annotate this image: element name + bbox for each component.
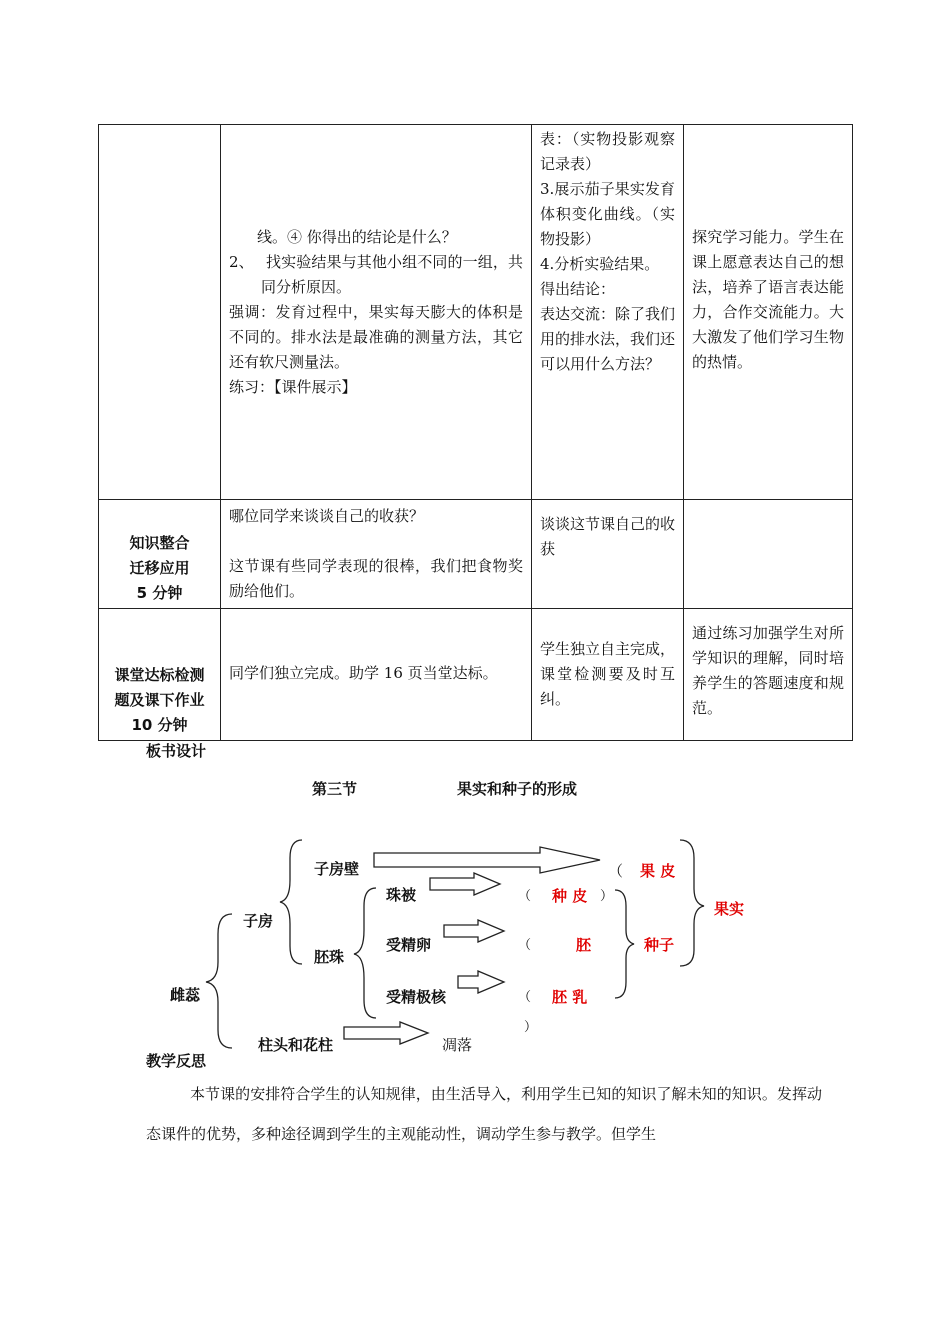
ovule-brace [354, 888, 376, 1018]
seed-coat-label: 种 皮 [552, 887, 588, 905]
integument-label: 珠被 [386, 886, 417, 904]
teacher-practice: 练习：【课件展示】 [229, 378, 357, 396]
endosperm-label: 胚 乳 [552, 988, 588, 1006]
pistil-label: 雌蕊 [170, 986, 201, 1004]
wither-label: 凋落 [442, 1036, 473, 1054]
board-section: 第三节 [312, 780, 358, 798]
embryo-label: 胚 [576, 936, 592, 954]
board-heading: 板书设计 [146, 742, 207, 760]
pericarp-label: 果 皮 [640, 862, 676, 880]
fruit-brace [680, 840, 704, 966]
teacher-emphasis: 强调：发育过程中，果实每天膨大的体积是不同的。排水法是最准确的测量方法，其它还有软尺测量法。 [229, 303, 523, 371]
fertilized-egg-label: 受精卵 [386, 936, 432, 954]
student-text: 表：（实物投影观察记录表） [540, 130, 675, 173]
arrow-icon [430, 873, 500, 895]
fruit-label: 果实 [714, 900, 745, 918]
ovule-label: 胚珠 [314, 948, 345, 966]
arrow-icon [444, 920, 504, 942]
teacher-activity-cell: 哪位同学来谈谈自己的收获？ 这节课有些同学表现的很棒，我们把食物奖励给他们。 [221, 500, 532, 609]
reflection-paragraph: 本节课的安排符合学生的认知规律，由生活导入，利用学生已知的知识了解未知的知识。发挥动态课件的优势，多种途径调到学生的主观能动性，调动学生参与教学。但学生 [146, 1085, 822, 1143]
paren-close: ） [524, 1020, 538, 1035]
student-activity-cell: 谈谈这节课自己的收获 [532, 500, 684, 609]
reflection-heading: 教学反思 [146, 1052, 207, 1070]
ovary-label: 子房 [243, 912, 274, 930]
teacher-line: 线。④ 你得出的结论是什么？ [257, 228, 457, 246]
teacher-activity-cell: 同学们独立完成。助学 16 页当堂达标。 [221, 609, 532, 741]
paren-open: （ [518, 889, 532, 904]
student-activity-cell: 学生独立自主完成，课堂检测要及时互纠。 [532, 609, 684, 741]
student-item-4: 4.分析实验结果。 [540, 255, 660, 273]
board-title: 果实和种子的形成 [457, 780, 578, 798]
seed-brace [615, 890, 634, 998]
design-intent-text: 探究学习能力。学生在课上愿意表达自己的想法，培养了语言表达能力，合作交流能力。大大激发了他们学习生物的热情。 [692, 228, 844, 371]
ovary-brace [280, 840, 302, 964]
stage-cell: 课堂达标检测 题及课下作业 10 分钟 [99, 609, 221, 741]
paren-open: （ [608, 862, 624, 880]
ovary-wall-label: 子房壁 [314, 860, 360, 878]
seed-label: 种子 [644, 936, 675, 954]
student-express: 表达交流：除了我们用的排水法，我们还可以用什么方法？ [540, 305, 676, 373]
paren-close: ） [600, 889, 614, 904]
arrow-icon [344, 1022, 428, 1044]
student-item-3: 3.展示茄子果实发育体积变化曲线。（实物投影） [540, 180, 675, 248]
pistil-brace [206, 914, 232, 1048]
arrow-icon [374, 847, 600, 873]
arrow-icon [458, 971, 504, 993]
paren-open: （ [518, 990, 532, 1005]
fertilized-polar-label: 受精极核 [386, 988, 447, 1006]
paren-open: （ [518, 938, 532, 953]
stage-cell: 知识整合 迁移应用 5 分钟 [99, 500, 221, 609]
teacher-item-2: 2、 找实验结果与其他小组不同的一组，共同分析原因。 [229, 253, 523, 296]
student-conclusion: 得出结论： [540, 280, 616, 298]
stigma-style-label: 柱头和花柱 [258, 1036, 334, 1054]
design-intent-cell: 通过练习加强学生对所学知识的理解，同时培养学生的答题速度和规范。 [684, 609, 853, 741]
